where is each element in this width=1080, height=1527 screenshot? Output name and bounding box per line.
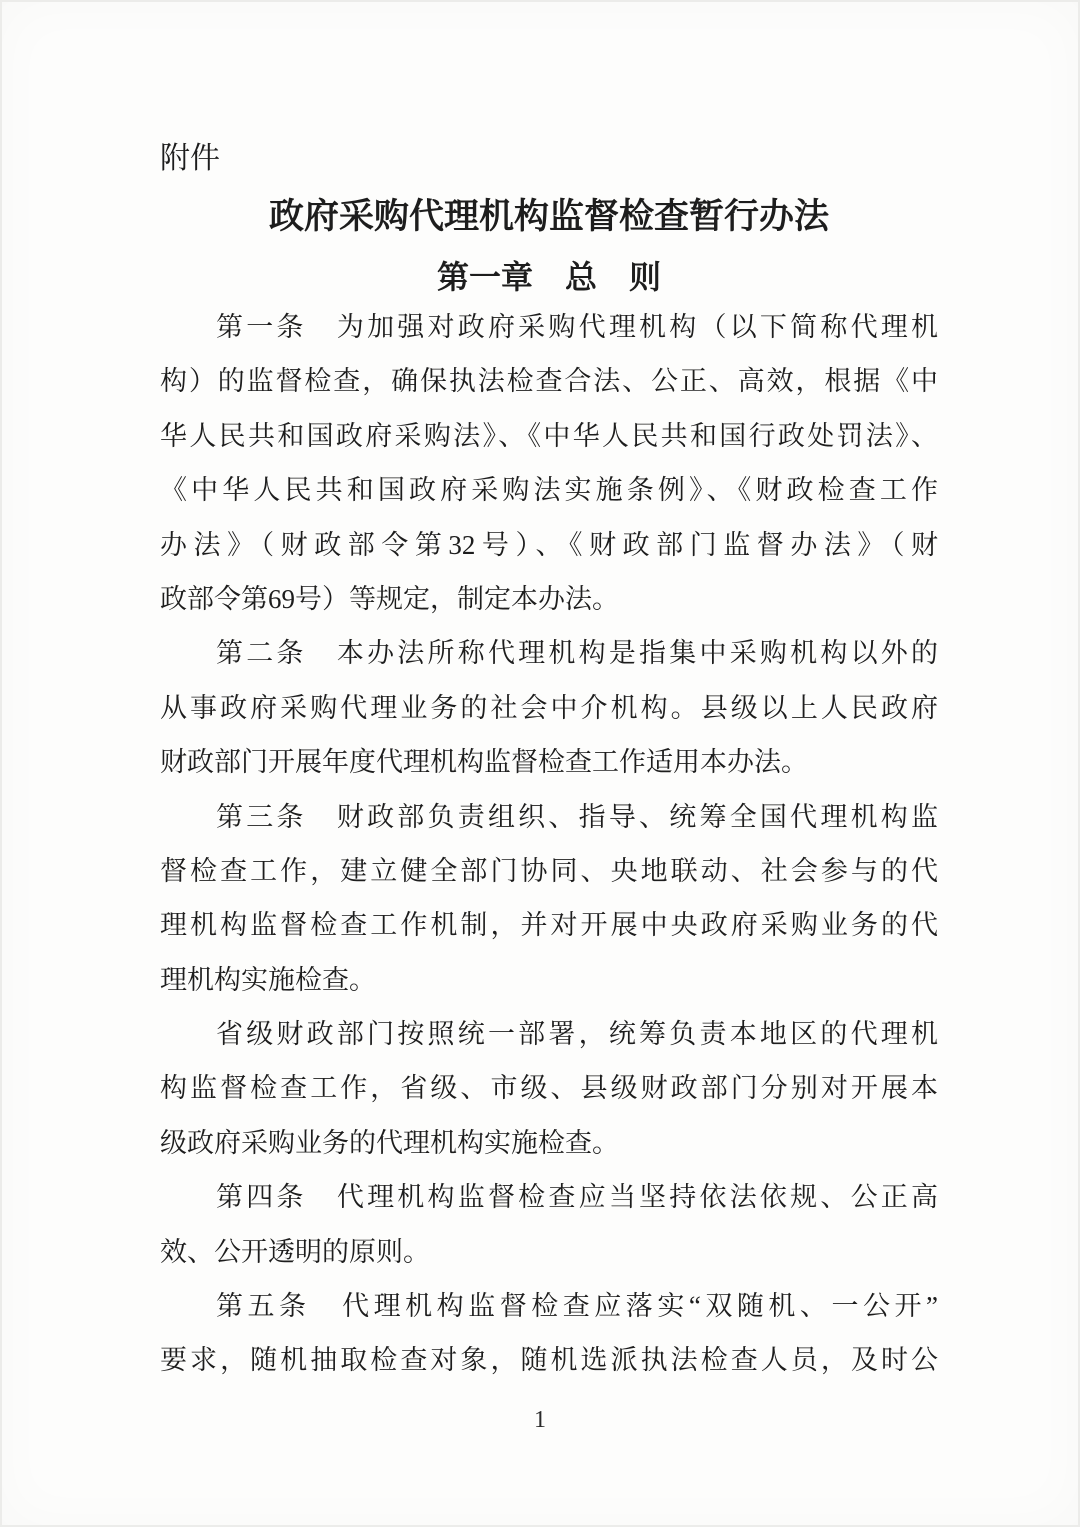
text-line: 财政部门开展年度代理机构监督检查工作适用本办法。 bbox=[160, 747, 808, 778]
text-line: 第二条 本办法所称代理机构是指集中采购机构以外的 bbox=[216, 638, 938, 669]
document-content bbox=[160, 0, 938, 1388]
text-line: 第三条 财政部负责组织、指导、统筹全国代理机构监 bbox=[216, 801, 938, 832]
document-body bbox=[160, 300, 938, 1388]
text-line: 理机构监督检查工作机制，并对开展中央政府采购业务的代 bbox=[160, 910, 938, 941]
paragraph bbox=[160, 790, 938, 1008]
paragraph bbox=[160, 300, 938, 626]
paragraph bbox=[160, 1170, 938, 1279]
text-line: 督检查工作，建立健全部门协同、央地联动、社会参与的代 bbox=[160, 855, 938, 886]
chapter-heading: 第一章 总 则 bbox=[436, 259, 661, 295]
page-number: 1 bbox=[534, 1407, 546, 1433]
text-line: 《中华人民共和国政府采购法实施条例》、《财政检查工作 bbox=[160, 475, 938, 506]
text-line: 华人民共和国政府采购法》、《中华人民共和国行政处罚法》、 bbox=[160, 420, 938, 451]
text-line: 要求，随机抽取检查对象，随机选派执法检查人员，及时公 bbox=[160, 1345, 938, 1376]
text-line: 构）的监督检查，确保执法检查合法、公正、高效，根据《中 bbox=[160, 366, 938, 397]
paragraph bbox=[160, 626, 938, 789]
paragraph bbox=[160, 1279, 938, 1388]
text-line: 第四条 代理机构监督检查应当坚持依法依规、公正高 bbox=[216, 1182, 938, 1213]
text-line: 第五条 代理机构监督检查应落实“双随机、一公开” bbox=[216, 1291, 938, 1322]
text-line: 构监督检查工作，省级、市级、县级财政部门分别对开展本 bbox=[160, 1073, 938, 1104]
attachment-label: 附件 bbox=[160, 142, 220, 175]
text-line: 第一条 为加强对政府采购代理机构（以下简称代理机 bbox=[216, 312, 938, 342]
text-line: 从事政府采购代理业务的社会中介机构。县级以上人民政府 bbox=[160, 692, 938, 723]
document-title: 政府采购代理机构监督检查暂行办法 bbox=[268, 197, 829, 236]
text-line: 办法》（财政部令第32号）、《财政部门监督办法》（财 bbox=[160, 529, 938, 560]
text-line: 理机构实施检查。 bbox=[160, 964, 376, 995]
text-line: 政部令第69号）等规定，制定本办法。 bbox=[160, 583, 619, 614]
paragraph bbox=[160, 1007, 938, 1170]
text-line: 级政府采购业务的代理机构实施检查。 bbox=[160, 1127, 619, 1158]
text-line: 省级财政部门按照统一部署，统筹负责本地区的代理机 bbox=[216, 1019, 938, 1050]
text-line: 效、公开透明的原则。 bbox=[160, 1236, 430, 1267]
